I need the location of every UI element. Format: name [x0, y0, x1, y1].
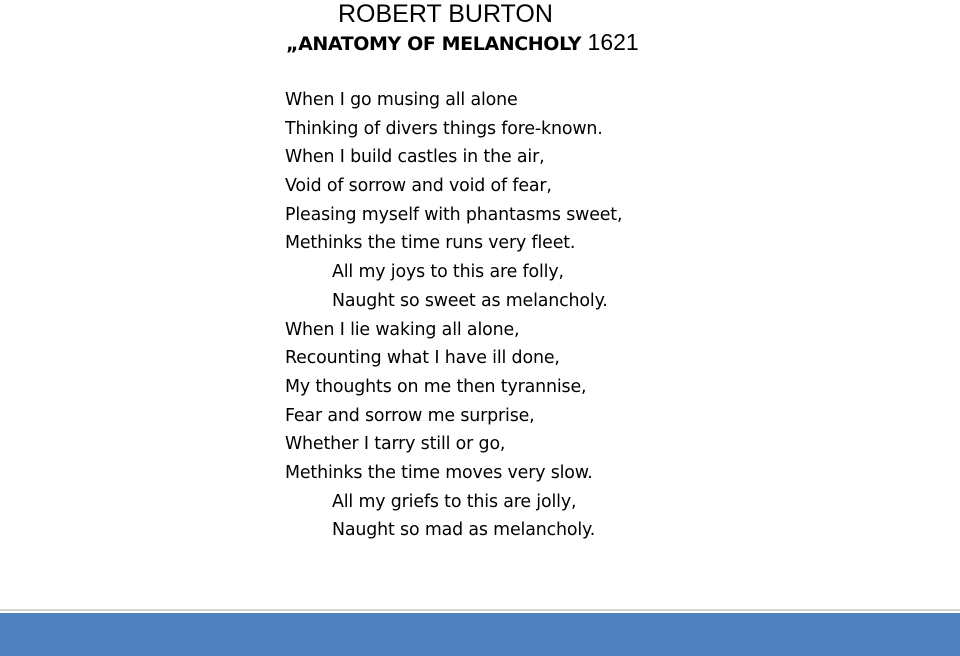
footer-divider — [0, 609, 960, 611]
poem-line: Methinks the time moves very slow. — [285, 462, 593, 483]
poem-line: Whether I tarry still or go, — [285, 434, 506, 455]
author-name: ROBERT BURTON — [338, 0, 553, 28]
poem-line: When I build castles in the air, — [285, 147, 545, 168]
work-quote-mark: „ — [286, 33, 299, 55]
poem-line: Recounting what I have ill done, — [285, 348, 560, 369]
poem-line: Void of sorrow and void of fear, — [285, 176, 552, 197]
work-heading — [286, 28, 639, 58]
poem-line: When I lie waking all alone, — [285, 319, 520, 340]
poem-line: Pleasing myself with phantasms sweet, — [285, 204, 623, 225]
poem-line: When I go musing all alone — [285, 90, 518, 110]
footer-bar — [0, 613, 960, 656]
poem-line: All my griefs to this are jolly, — [332, 491, 577, 512]
poem-line: Fear and sorrow me surprise, — [285, 405, 535, 426]
poem-line: Thinking of divers things fore-known. — [285, 118, 603, 139]
work-year: 1621 — [581, 29, 639, 55]
poem-line: Methinks the time runs very fleet. — [285, 233, 576, 254]
poem-line: All my joys to this are folly, — [332, 262, 564, 283]
poem-line: Naught so sweet as melancholy. — [332, 290, 608, 311]
work-title: ANATOMY OF MELANCHOLY — [298, 33, 582, 55]
poem — [285, 86, 622, 545]
poem-line: Naught so mad as melancholy. — [332, 520, 596, 541]
poem-line: My thoughts on me then tyrannise, — [285, 376, 587, 397]
